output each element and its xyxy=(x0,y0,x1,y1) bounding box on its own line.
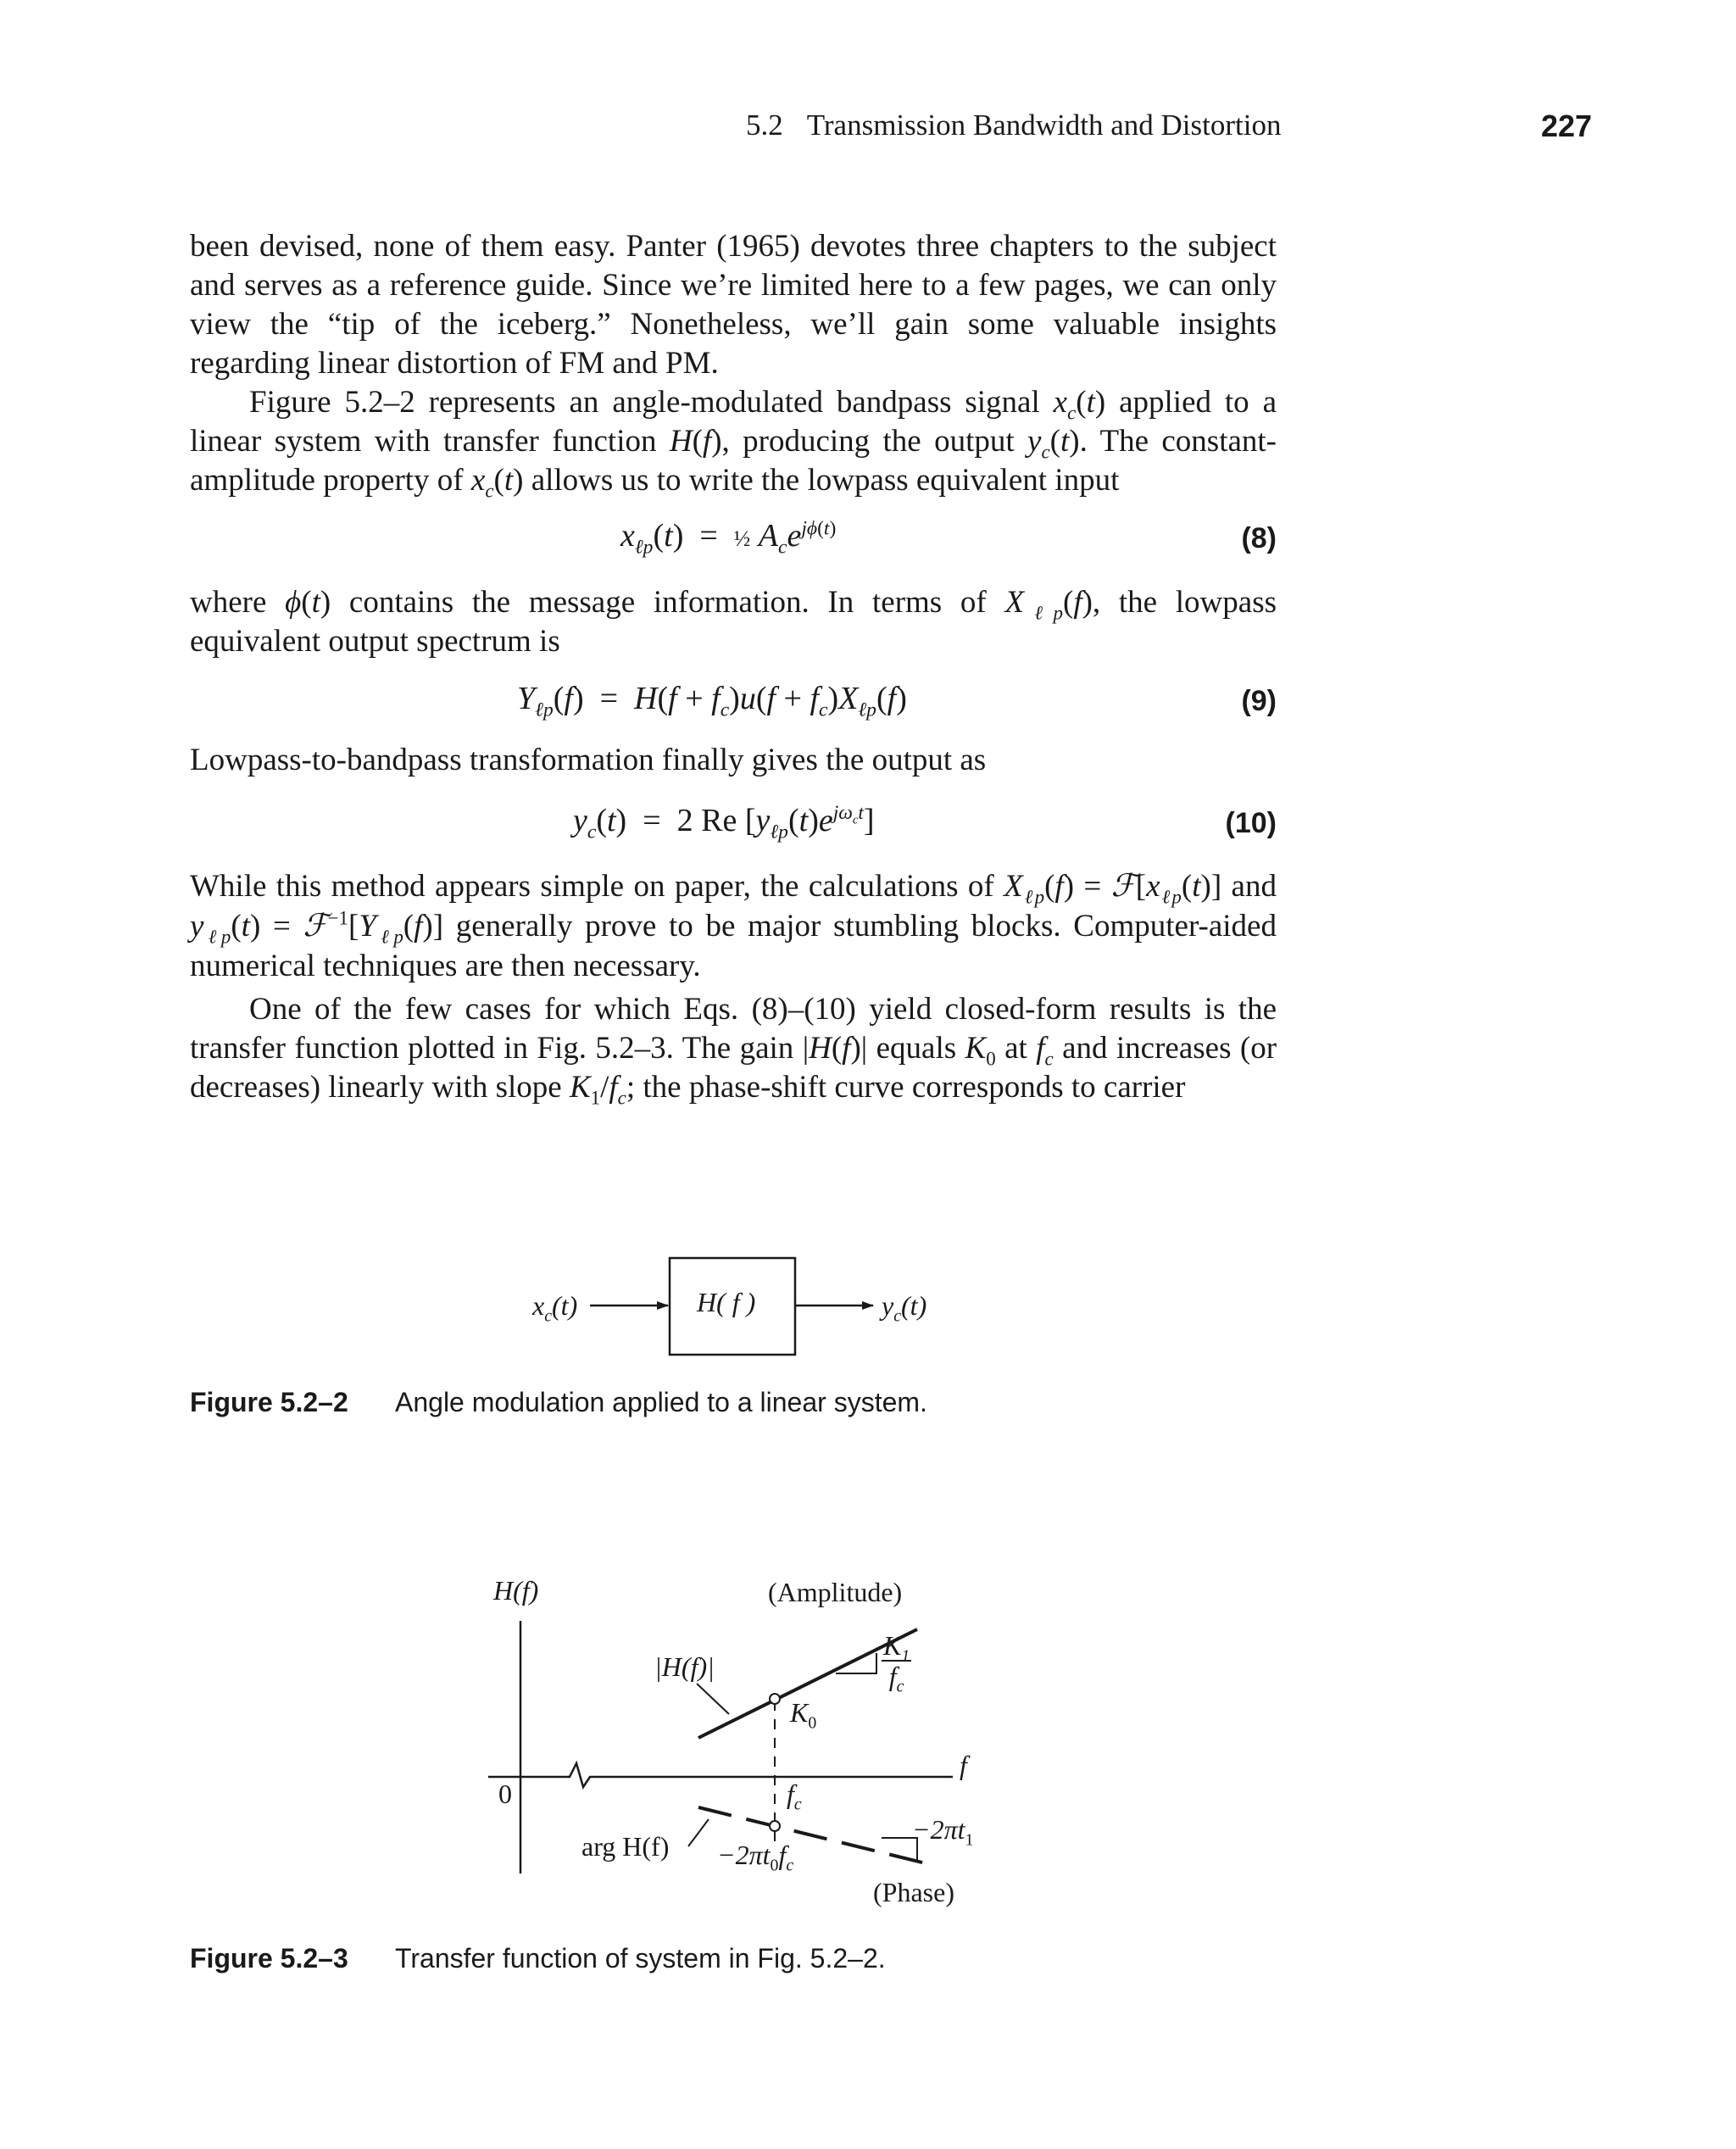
phase-slope-sub: 1 xyxy=(965,1830,974,1850)
k0-text: K xyxy=(790,1697,809,1728)
equation-number: (10) xyxy=(1225,807,1277,839)
paragraph-text: ; the phase-shift curve corresponds to carrier xyxy=(626,1070,1186,1105)
amplitude-label: (Amplitude) xyxy=(768,1577,903,1607)
k0-label xyxy=(790,1697,817,1733)
figure-5-2-3-label: Figure 5.2–3 xyxy=(190,1943,348,1974)
figure-5-2-3-caption: Transfer function of system in Fig. 5.2–2. xyxy=(395,1943,886,1974)
k0-point xyxy=(770,1694,780,1704)
input-label: $x_c(t)$ xyxy=(532,1290,578,1326)
paragraph-6: One of the few cases for which Eqs. (8)–(10) yield closed-form results is the transfer function plotted in Fig. 5.2–3. The gain |H(f)| equals $K_0$ at $f_c$ and increases (or decreases) linearly with slope $K_1/f_c$; the phase-shift curve corresponds to carrier xyxy=(190,992,1277,1109)
page-number: 227 xyxy=(1541,109,1593,143)
phase-slope-text: −2πt xyxy=(912,1814,965,1845)
box-label: H( f ) xyxy=(697,1287,756,1317)
equation-number: (9) xyxy=(1241,685,1277,717)
phase-intercept-f: f xyxy=(778,1840,787,1870)
f-axis xyxy=(488,1763,953,1787)
paragraph-text: generally prove to be major stumbling blocks. Computer-aided numerical techniques are then necessary. xyxy=(190,909,1277,983)
fc-label xyxy=(787,1779,802,1814)
fc-text: f xyxy=(787,1779,794,1809)
paragraph-text: and xyxy=(1231,869,1277,904)
figure-5-2-2-label: Figure 5.2–2 xyxy=(190,1387,348,1417)
amplitude-slope-triangle xyxy=(836,1653,876,1673)
slope-denominator-sub: c xyxy=(896,1677,904,1696)
paragraph-text: , producing the output xyxy=(721,424,1015,459)
f-axis-label: f xyxy=(960,1750,967,1780)
phase-label: (Phase) xyxy=(873,1877,954,1907)
slope-numerator-sub: 1 xyxy=(901,1646,910,1666)
origin-label: 0 xyxy=(498,1779,512,1809)
output-label: $y_c(t)$ xyxy=(882,1290,927,1326)
phase-intercept-label xyxy=(717,1840,794,1875)
arg-label: arg H(f) xyxy=(581,1831,670,1862)
phase-intercept-sub: 0 xyxy=(770,1856,779,1875)
phase-intercept-f-sub: c xyxy=(786,1856,794,1875)
section-title: Transmission Bandwidth and Distortion xyxy=(806,109,1282,142)
equation-9: $Y_{\ell p}(f) = H(f + f_c)u(f + f_c)X_{\ell p}(f)$ xyxy=(517,681,907,721)
phase-intercept-text: −2πt xyxy=(717,1840,771,1870)
magnitude-pointer xyxy=(697,1684,729,1714)
paragraph-text: where xyxy=(190,585,267,620)
paragraph-text: One of the few cases for which Eqs. (8)–(10) yield closed-form results is the transfer function plotted in Fig. 5.2–3. The gain xyxy=(190,992,1277,1066)
paragraph-text: been devised, none of them easy. Panter (1965) devotes three chapters to the subject and serves as a reference guide. Since we’re limited here to a few pages, we can only view the “tip of the iceberg.” Nonetheless, we’ll gain some valuable insights regarding linear distortion of FM and PM. xyxy=(190,229,1277,381)
paragraph-text: allows us to write the lowpass equivalent input xyxy=(531,463,1120,498)
k0-sub: 0 xyxy=(808,1713,817,1733)
phase-slope-label xyxy=(912,1814,974,1850)
paragraph-3: where ϕ(t) contains the message information. In terms of $X_{\ell p}(f)$, the lowpass equivalent output spectrum is xyxy=(190,585,1277,659)
paragraph-text: Lowpass-to-bandpass transformation finally gives the output as xyxy=(190,743,987,777)
slope-fraction xyxy=(882,1630,911,1696)
paragraph-text: . The constant-amplitude property of xyxy=(190,424,1277,498)
y-axis-label: H(f) xyxy=(493,1575,539,1606)
equation-number: (8) xyxy=(1241,522,1277,554)
fc-sub: c xyxy=(793,1795,802,1814)
paragraph-text: applied to a linear system with transfer function xyxy=(190,385,1277,459)
paragraph-text: While this method appears simple on paper, the calculations of xyxy=(190,869,994,904)
paragraph-text: , the lowpass equivalent output spectrum is xyxy=(190,585,1277,659)
magnitude-label: |H(f)| xyxy=(654,1651,715,1682)
figure-5-2-2-caption: Angle modulation applied to a linear system. xyxy=(395,1387,927,1417)
paragraph-text: at xyxy=(1004,1031,1027,1066)
phase-intercept-point xyxy=(770,1821,780,1831)
paragraph-text: and increases (or decreases) linearly with slope xyxy=(190,1031,1277,1105)
paragraph-text: Figure 5.2–2 represents an angle-modulated bandpass signal xyxy=(249,385,1040,420)
paragraph-5: While this method appears simple on paper, the calculations of $X_{\ell p}(f)$ = $ℱ[x_{\ell p}(t)]$ and $y_{\ell p}(t)$ = $ℱ^{-1}[Y_{\ell p}(f)]$ generally prove to be major stumbling blocks. Computer-aided numerical techniques are then necessary. xyxy=(190,869,1277,983)
equation-10: $y_c(t) = 2$ Re $[y_{\ell p}(t)e^{j\omega_ct}]$ xyxy=(573,802,875,843)
section-number: 5.2 xyxy=(746,109,783,142)
slope-denominator: f xyxy=(888,1661,897,1691)
arg-pointer xyxy=(688,1819,709,1846)
equation-8: $x_{\ell p}(t)$ = ½ $A_ce^{j\phi(t)}$ xyxy=(620,517,837,559)
paragraph-2: Figure 5.2–2 represents an angle-modulated bandpass signal $x_c(t)$ applied to a linear system with transfer function H(f), producing the output $y_c(t)$. The constant-amplitude property of $x_c(t)$ allows us to write the lowpass equivalent input xyxy=(190,385,1277,502)
paragraph-text: equals xyxy=(876,1031,957,1066)
paragraph-text: contains the message information. In terms of xyxy=(348,585,987,620)
slope-numerator: K xyxy=(883,1630,902,1661)
